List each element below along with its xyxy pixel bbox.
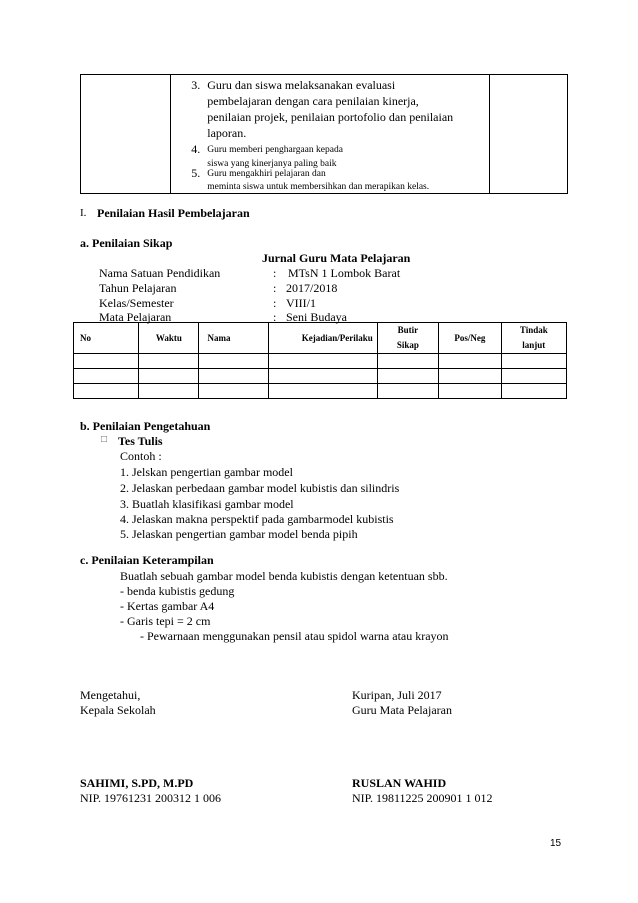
question-item: 4. Jelaskan makna perspektif pada gambarmodel kubistis (120, 512, 394, 526)
step-line: penilaian projek, penilaian portofolio dan penilaian (207, 110, 454, 124)
table-row (74, 384, 567, 399)
field-separator: : (273, 281, 277, 295)
left-signature-line2: Kepala Sekolah (80, 703, 156, 717)
journal-table (73, 322, 567, 399)
right-signature-line1: Kuripan, Juli 2017 (352, 688, 442, 702)
page-number: 15 (550, 838, 562, 849)
left-signature-line1: Mengetahui, (80, 688, 141, 702)
skill-instruction: Buatlah sebuah gambar model benda kubistis dengan ketentuan sbb. (120, 569, 448, 583)
field-label: Tahun Pelajaran (99, 281, 177, 295)
activity-col-left (81, 75, 171, 194)
table-row (74, 354, 567, 369)
header-no: No (74, 323, 139, 354)
principal-name: SAHIMI, S.PD, M.PD (80, 776, 194, 790)
field-separator: : (273, 310, 277, 324)
step-line: siswa yang kinerjanya paling baik (207, 159, 337, 169)
field-value: 2017/2018 (286, 281, 338, 295)
field-value: Seni Budaya (286, 310, 347, 324)
skill-item: - benda kubistis gedung (120, 584, 235, 598)
section-a-title: a. Penilaian Sikap (80, 236, 173, 250)
step-line: laporan. (207, 126, 247, 140)
journal-title: Jurnal Guru Mata Pelajaran (262, 251, 411, 265)
skill-sub-item: - Pewarnaan menggunakan pensil atau spidol warna atau krayon (140, 629, 449, 643)
section-b-title: b. Penilaian Pengetahuan (80, 419, 211, 433)
step-line: Guru memberi penghargaan kepada (207, 145, 343, 155)
section-i-number: I. (80, 207, 87, 219)
question-item: 1. Jelskan pengertian gambar model (120, 465, 293, 479)
question-item: 2. Jelaskan perbedaan gambar model kubistis dan silindris (120, 481, 400, 495)
activity-table (80, 74, 568, 194)
example-label: Contoh : (120, 449, 162, 463)
teacher-nip: NIP. 19811225 200901 1 012 (352, 791, 493, 805)
field-separator: : (273, 266, 277, 280)
field-label: Kelas/Semester (99, 296, 174, 310)
field-value: VIII/1 (286, 296, 316, 310)
question-item: 5. Jelaskan pengertian gambar model benda pipih (120, 527, 358, 541)
step-line: Guru mengakhiri pelajaran dan (207, 169, 326, 179)
section-c-title: c. Penilaian Keterampilan (80, 553, 214, 567)
activity-col-steps (171, 75, 489, 194)
step-line: meminta siswa untuk membersihkan dan merapikan kelas. (207, 182, 430, 192)
step-number: 3. (191, 78, 201, 92)
header-waktu: Waktu (139, 323, 199, 354)
header-kejadian: Kejadian/Perilaku (269, 323, 377, 354)
header-nama: Nama (199, 323, 269, 354)
question-item: 3. Buatlah klasifikasi gambar model (120, 497, 294, 511)
field-separator: : (273, 296, 277, 310)
field-label: Nama Satuan Pendidikan (99, 266, 221, 280)
header-pos-neg: Pos/Neg (439, 323, 502, 354)
skill-item: - Kertas gambar A4 (120, 599, 215, 613)
activity-col-right (489, 75, 567, 194)
step-line: pembelajaran dengan cara penilaian kinerja, (207, 94, 419, 108)
table-row (74, 369, 567, 384)
step-number: 5. (191, 166, 201, 180)
teacher-name: RUSLAN WAHID (352, 776, 447, 790)
header-butir-sikap: Butir Sikap (377, 323, 438, 354)
step-line: Guru dan siswa melaksanakan evaluasi (207, 78, 396, 92)
step-number: 4. (191, 142, 201, 156)
section-i-title: Penilaian Hasil Pembelajaran (97, 206, 250, 220)
header-tindak-lanjut: Tindak lanjut (501, 323, 566, 354)
checkbox-icon: □ (101, 434, 108, 445)
field-value: MTsN 1 Lombok Barat (288, 266, 401, 280)
tes-tulis-label: Tes Tulis (118, 434, 163, 448)
principal-nip: NIP. 19761231 200312 1 006 (80, 791, 222, 805)
field-label: Mata Pelajaran (99, 310, 172, 324)
right-signature-line2: Guru Mata Pelajaran (352, 703, 452, 717)
skill-item: - Garis tepi = 2 cm (120, 614, 211, 628)
